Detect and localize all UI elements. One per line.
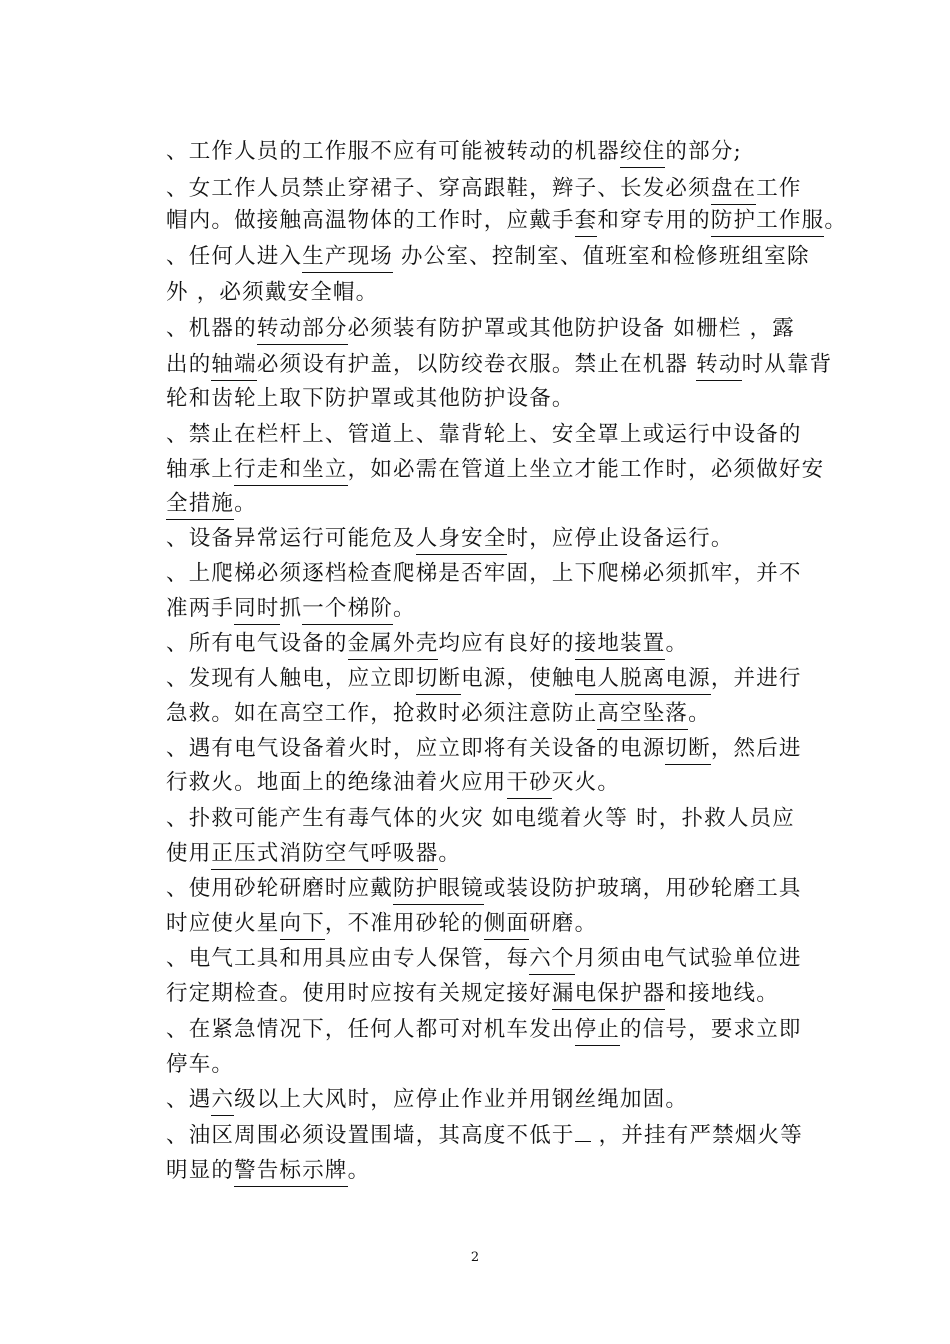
underlined-term: 向下 — [280, 911, 325, 940]
text-line: 、在紧急情况下，任何人都可对机车发出停止的信号，要求立即 — [166, 1015, 846, 1045]
underlined-term: 套 — [575, 208, 598, 237]
text-line: 轮和齿轮上取下防护罩或其他防护设备。 — [166, 386, 575, 411]
text-line: 、电气工具和用具应由专人保管，每六个月须由电气试验单位进 — [166, 944, 846, 974]
underlined-term: 干砂 — [507, 770, 552, 799]
text-line: 、发现有人触电，应立即切断电源，使触电人脱离电源，并进行 — [166, 664, 846, 694]
text-line: 停车。 — [166, 1052, 235, 1077]
text-line: 、设备异常运行可能危及人身安全时，应停止设备运行。 — [166, 524, 846, 554]
underlined-term: 侧面 — [484, 911, 529, 940]
text-line: 、禁止在栏杆上、管道上、靠背轮上、安全罩上或运行中设备的 — [166, 422, 802, 447]
blank-underline — [575, 1121, 591, 1142]
text-line: 、所有电气设备的金属外壳均应有良好的接地装置。 — [166, 629, 846, 659]
underlined-term: 轴端 — [211, 352, 256, 381]
underlined-term: 防护眼镜 — [393, 876, 484, 905]
text-line: 明显的警告标示牌。 — [166, 1156, 846, 1186]
underlined-term: 电人脱离电源 — [575, 666, 711, 695]
underlined-term: 盘在 — [711, 176, 756, 205]
underlined-term: 金属外壳 — [348, 631, 439, 660]
text-line: 、遇有电气设备着火时，应立即将有关设备的电源切断，然后进 — [166, 734, 846, 764]
underlined-term: 切断 — [665, 736, 710, 765]
text-line: 使用正压式消防空气呼吸器。 — [166, 839, 846, 869]
underlined-term: 全措施 — [166, 491, 234, 520]
page-number: 2 — [470, 1250, 480, 1265]
text-line: 、遇六级以上大风时，应停止作业并用钢丝绳加固。 — [166, 1085, 846, 1115]
text-line: 、工作人员的工作服不应有可能被转动的机器绞住的部分; — [166, 137, 846, 167]
text-line: 行定期检查。使用时应按有关规定接好漏电保护器和接地线。 — [166, 979, 846, 1009]
underlined-term: 转动部分 — [257, 316, 348, 345]
text-line: 、使用砂轮研磨时应戴防护眼镜或装设防护玻璃，用砂轮磨工具 — [166, 874, 846, 904]
underlined-term: 同时 — [234, 596, 279, 625]
underlined-term: 转动 — [696, 352, 741, 381]
text-line: 、女工作人员禁止穿裙子、穿高跟鞋，辫子、长发必须盘在工作 — [166, 174, 846, 204]
underlined-term: 生产现场 — [302, 244, 393, 273]
underlined-term: 人身安全 — [416, 526, 507, 555]
text-line: 全措施。 — [166, 489, 846, 519]
text-line: 轴承上行走和坐立，如必需在管道上坐立才能工作时，必须做好安 — [166, 455, 846, 485]
text-line: 时应使火星向下，不准用砂轮的侧面研磨。 — [166, 909, 846, 939]
text-line: 、任何人进入生产现场 办公室、控制室、值班室和检修班组室除 — [166, 242, 846, 272]
underlined-term: 正压式消防空气呼吸器 — [211, 841, 438, 870]
underlined-term: 高空坠落 — [597, 701, 688, 730]
text-line: 外 ，必须戴安全帽。 — [166, 280, 379, 305]
underlined-term: 一个梯阶 — [302, 596, 393, 625]
underlined-term: 漏电保护器 — [552, 981, 666, 1010]
text-line: 出的轴端必须设有护盖，以防绞卷衣服。禁止在机器 转动时从靠背 — [166, 350, 846, 380]
underlined-term: 行走和坐立 — [234, 457, 348, 486]
text-line: 、油区周围必须设置围墙，其高度不低于 ，并挂有严禁烟火等 — [166, 1123, 803, 1148]
underlined-term: 六 — [211, 1087, 234, 1116]
text-line: 准两手同时抓一个梯阶。 — [166, 594, 846, 624]
underlined-term: 警告标示牌 — [234, 1158, 348, 1187]
underlined-term: 接地装置 — [575, 631, 666, 660]
text-line: 急救。如在高空工作，抢救时必须注意防止高空坠落。 — [166, 699, 846, 729]
underlined-term: 切断 — [416, 666, 461, 695]
text-line: 、扑救可能产生有毒气体的火灾 如电缆着火等 时，扑救人员应 — [166, 806, 795, 831]
text-line: 、上爬梯必须逐档检查爬梯是否牢固，上下爬梯必须抓牢，并不 — [166, 561, 802, 586]
underlined-term: 停止 — [575, 1017, 620, 1046]
text-line: 帽内。做接触高温物体的工作时，应戴手套和穿专用的防护工作服。 — [166, 206, 846, 236]
underlined-term: 防护工作服 — [711, 208, 825, 237]
underlined-term: 绞住 — [620, 139, 665, 168]
text-line: 、机器的转动部分必须装有防护罩或其他防护设备 如栅栏 ，露 — [166, 314, 846, 344]
underlined-term: 六个 — [529, 946, 574, 975]
text-line: 行救火。地面上的绝缘油着火应用干砂灭火。 — [166, 768, 846, 798]
